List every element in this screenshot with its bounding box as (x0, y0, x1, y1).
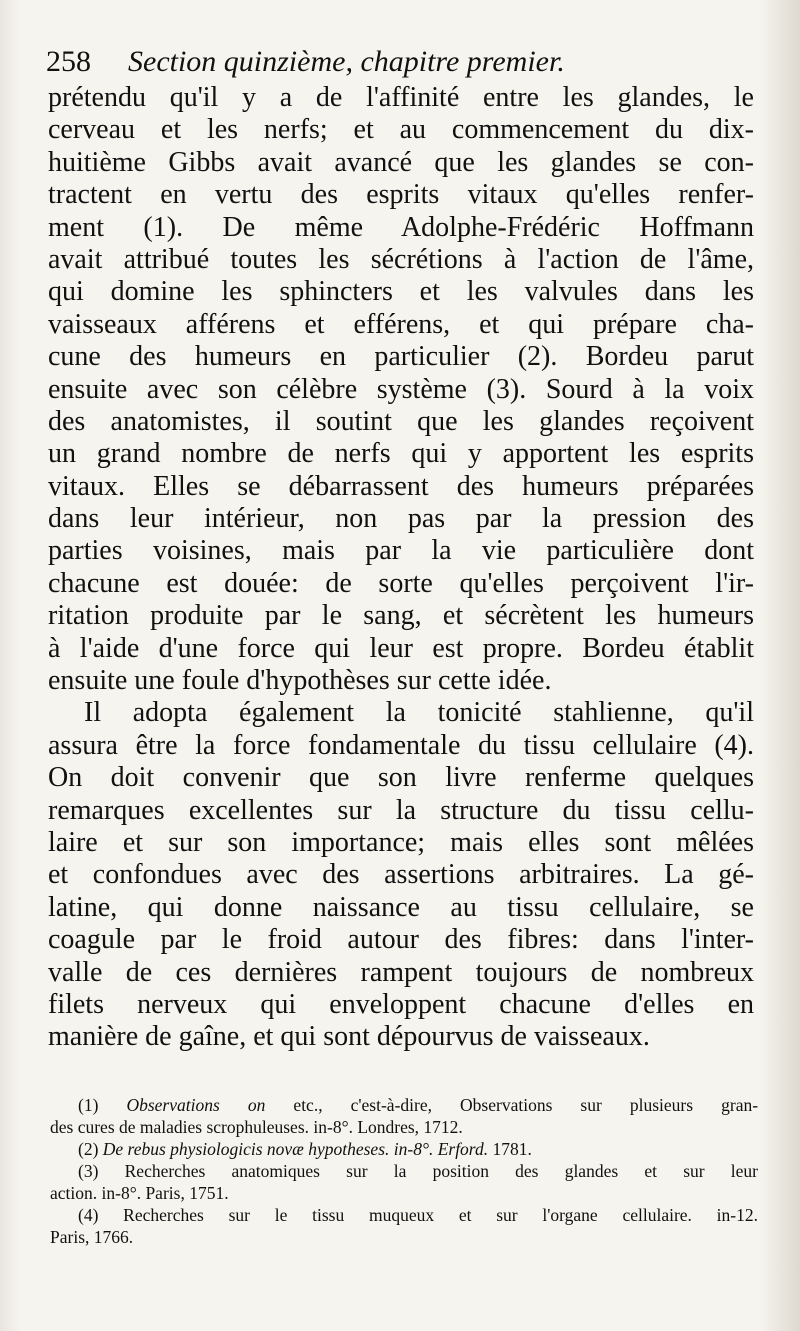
text-line: prétendu qu'il y a de l'affinité entre les glandes, le (48, 82, 754, 113)
body-text (48, 82, 754, 1054)
footnote-year: 1781. (492, 1139, 532, 1159)
text-line: manière de gaîne, et qui sont dépourvus de vaisseaux. (48, 1021, 650, 1053)
text-line: assura être la force fondamentale du tissu cellulaire (4). (48, 729, 754, 761)
footnote-number: (3) (78, 1161, 99, 1181)
text-line: ment (1). De même Adolphe-Frédéric Hoffmann (48, 211, 754, 243)
text-line: chacune est douée: de sorte qu'elles perçoivent l'ir- (48, 567, 754, 599)
text-line: valle de ces dernières rampent toujours de nombreux (48, 956, 754, 988)
text-line: à l'aide d'une force qui leur est propre. Bordeu établit (48, 632, 754, 664)
footnote-number: (4) (78, 1205, 99, 1225)
text-line: coagule par le froid autour des fibres: dans l'inter- (48, 924, 754, 956)
footnote-4 (50, 1204, 758, 1226)
footnote-4-continuation: Paris, 1766. (50, 1227, 134, 1247)
footnote-1 (50, 1094, 758, 1116)
footnote-2 (50, 1138, 758, 1160)
footnote-number: (2) (78, 1139, 99, 1159)
footnote-3-continuation: action. in-8°. Paris, 1751. (50, 1183, 229, 1203)
running-head: Section quinzième, chapitre premier. (128, 45, 565, 78)
footnote-title: Observations on (126, 1095, 266, 1115)
text-line: cerveau et les nerfs; et au commencement du dix- (48, 114, 754, 146)
footnote-text: Recherches sur le tissu muqueux et sur l'organe cellulaire. in-12. (123, 1205, 758, 1225)
text-line: tractent en vertu des esprits vitaux qu'elles renfer- (48, 179, 754, 211)
text-line: ensuite une foule d'hypothèses sur cette idée. (48, 665, 552, 697)
text-line: dans leur intérieur, non pas par la pression des (48, 503, 754, 535)
text-line: Il adopta également la tonicité stahlienne, qu'il (84, 697, 754, 729)
text-line: On doit convenir que son livre renferme quelques (48, 762, 754, 794)
footnote-title: De rebus physiologicis novæ hypotheses. in-8°. Erford. (102, 1139, 489, 1159)
text-line: avait attribué toutes les sécrétions à l'action de l'âme, (48, 243, 754, 275)
page-header (46, 42, 746, 82)
page-number: 258 (46, 45, 91, 78)
text-line: vaisseaux afférens et efférens, et qui prépare cha- (48, 308, 754, 340)
text-line: cune des humeurs en particulier (2). Bordeu parut (48, 341, 754, 373)
footnote-3 (50, 1160, 758, 1182)
text-line: vitaux. Elles se débarrassent des humeurs préparées (48, 470, 754, 502)
text-line: et confondues avec des assertions arbitraires. La gé- (48, 859, 754, 891)
text-line: qui domine les sphincters et les valvules dans les (48, 276, 754, 308)
text-line: remarques excellentes sur la structure du tissu cellu- (48, 794, 754, 826)
text-line: parties voisines, mais par la vie particulière dont (48, 535, 754, 567)
footnote-1-continuation: des cures de maladies scrophuleuses. in-8°. Londres, 1712. (50, 1117, 463, 1137)
footnote-number: (1) (78, 1095, 99, 1115)
text-line: latine, qui donne naissance au tissu cellulaire, se (48, 891, 754, 923)
text-line: un grand nombre de nerfs qui y apportent les esprits (48, 438, 754, 470)
text-line: ensuite avec son célèbre système (3). Sourd à la voix (48, 373, 754, 405)
footnotes (50, 1094, 758, 1248)
text-line: laire et sur son importance; mais elles sont mêlées (48, 826, 754, 858)
text-line: filets nerveux qui enveloppent chacune d'elles en (48, 988, 754, 1020)
footnote-text: Recherches anatomiques sur la position des glandes et sur leur (124, 1161, 758, 1181)
text-line: des anatomistes, il soutint que les glandes reçoivent (48, 405, 754, 437)
text-line: huitième Gibbs avait avancé que les glandes se con- (48, 146, 754, 178)
text-line: ritation produite par le sang, et sécrètent les humeurs (48, 600, 754, 632)
footnote-text: etc., c'est-à-dire, Observations sur plusieurs gran- (293, 1095, 758, 1115)
